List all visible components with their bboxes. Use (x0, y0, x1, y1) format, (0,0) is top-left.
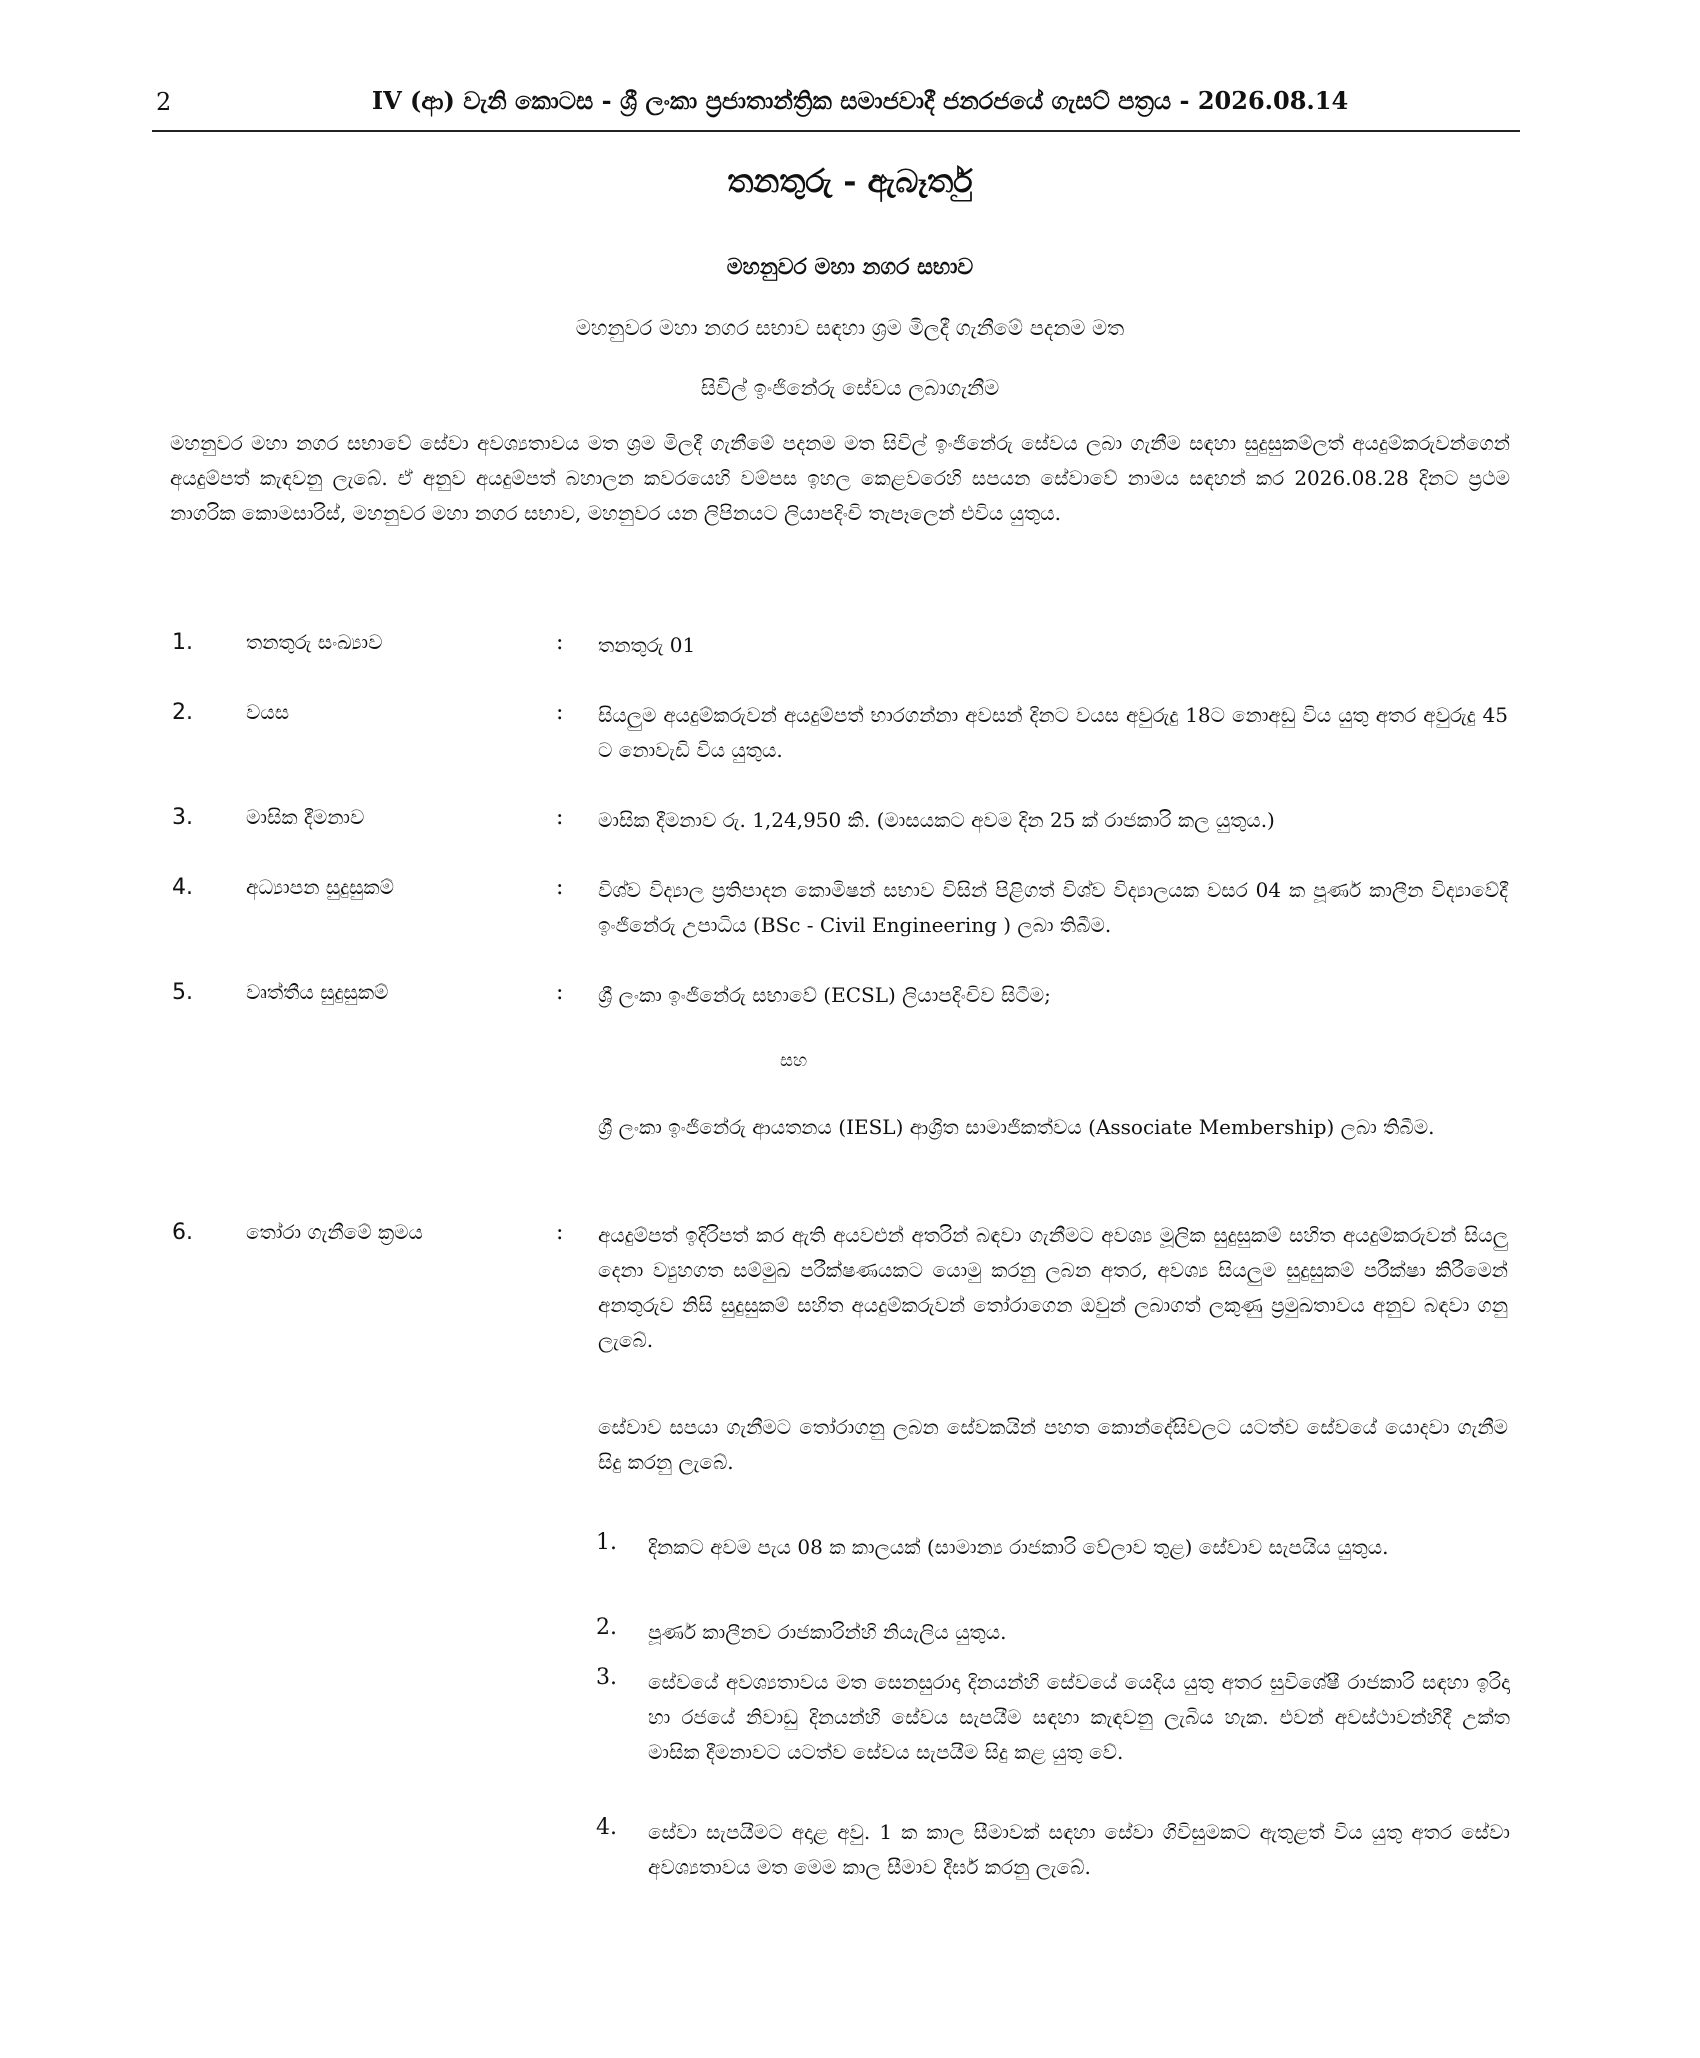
item-colon: : (556, 875, 564, 900)
item-value-secondary: ශ්‍රී ලංකා ඉංජිනේරු ආයතනය (IESL) ආශ්‍රිත සාමාජිකත්වය (Associate Membership) ලබා තිබීම. (598, 1115, 1435, 1139)
item-colon: : (556, 700, 564, 725)
condition-text: සේවයේ අවශ්‍යතාවය මත සෙනසුරාදා දිනයන්හි සේවයේ යෙදිය යුතු අතර සුවිශේෂී රාජකාරි සඳහා ඉරිදා හා රජයේ නිවාඩු දිනයන්හි සේවය සැපයීම සඳහා කැඳවනු ලැබිය හැක. එවන් අවස්ථාවන්හිදී උක්ත මාසික දීමනාවට යටත්ව සේවය සැපයීම සිදු කළ යුතු වේ. (648, 1670, 1510, 1764)
item-colon: : (556, 980, 564, 1005)
item-number: 5. (172, 980, 193, 1005)
header-rule (152, 130, 1520, 132)
condition-number: 4. (596, 1815, 617, 1840)
conditions-intro: සේවාව සපයා ගැනීමට තෝරාගනු ලබන සේවකයින් පහත කොන්දේසිවලට යටත්ව සේවයේ යොදවා ගැනීම සිදු කරනු ලැබේ. (598, 1415, 1508, 1474)
subtitle-basis: මහනුවර මහා නගර සභාව සඳහා ශ්‍රම මිලදී ගැනීමේ පදනම මත (575, 316, 1125, 340)
item-number: 6. (172, 1220, 193, 1245)
item-number: 3. (172, 805, 193, 830)
condition-number: 1. (596, 1530, 617, 1555)
page-number: 2 (156, 88, 172, 116)
subtitle-service: සිවිල් ඉංජිනේරු සේවය ලබාගැනීම (700, 376, 1000, 400)
item-label: තෝරා ගැනීමේ ක්‍රමය (246, 1220, 423, 1244)
condition-text: දිනකට අවම පැය 08 ක කාලයක් (සාමාන්‍ය රාජකාරි වේලාව තුළ) සේවාව සැපයිය යුතුය. (648, 1535, 1389, 1559)
item-colon: : (556, 630, 564, 655)
item-value: අයදුම්පත් ඉදිරිපත් කර ඇති අයවළුන් අතරින් බඳවා ගැනීමට අවශ්‍ය මූලික සුදුසුකම් සහිත අයදුම්කරුවන් සියලු දෙනා ව්‍යුහගත සම්මුඛ පරීක්ෂණයකට යොමු කරනු ලබන අතර, අවශ්‍ය සියලුම සුදුසුකම් පරීක්ෂා කිරීමෙන් අනතුරුව නිසි සුදුසුකම් සහිත අයදුම්කරුවන් තෝරාගෙන ඔවුන් ලබාගත් ලකුණු ප්‍රමුඛතාවය අනුව බඳවා ගනු ලැබේ. (598, 1223, 1508, 1352)
item-label: වෘත්තීය සුදුසුකම් (246, 980, 389, 1004)
item-colon: : (556, 1220, 564, 1245)
item-label: වයස (246, 700, 290, 724)
item-number: 1. (172, 630, 193, 655)
item-value: විශ්ව විද්‍යාල ප්‍රතිපාදන කොමිෂන් සභාව විසින් පිළිගත් විශ්ව විද්‍යාලයක වසර 04 ක පූර්ණ කාලීන විද්‍යාවේදී ඉංජිනේරු උපාධිය (BSc - Civil Engineering ) ලබා තිබීම. (598, 878, 1508, 937)
item-colon: : (556, 805, 564, 830)
running-head: IV (ආ) වැනි කොටස - ශ්‍රී ලංකා ප්‍රජාතාන්ත්‍රික සමාජවාදී ජනරජයේ ගැසට් පත්‍රය - 2026.08.14 (371, 86, 1349, 115)
document-title: තනතුරු - ඇබෑර්තු (727, 162, 973, 200)
condition-text: සේවා සැපයීමට අදාළ අවු. 1 ක කාල සීමාවක් සඳහා සේවා ගිවිසුමකට ඇතුළත් විය යුතු අතර සේවා අවශ්‍යතාවය මත මෙම කාල සීමාව දීර්ඝ කරනු ලැබේ. (648, 1820, 1510, 1879)
condition-text: පූර්ණ කාලීනව රාජකාරින්හි නියැලිය යුතුය. (648, 1620, 1007, 1644)
item-value: තනතුරු 01 (598, 633, 696, 657)
condition-number: 3. (596, 1665, 617, 1690)
item-value: මාසික දීමනාව රු. 1,24,950 කි. (මාසයකට අවම දින 25 ක් රාජකාරි කල යුතුය.) (598, 808, 1275, 832)
item-label: මාසික දීමනාව (246, 805, 365, 829)
item-number: 2. (172, 700, 193, 725)
item-label: තනතුරු සංඛ්‍යාව (246, 630, 383, 654)
item-value: ශ්‍රී ලංකා ඉංජිනේරු සභාවේ (ECSL) ලියාපදිංචිව සිටීම; (598, 983, 1051, 1007)
item-value: සියලුම අයදුම්කරුවන් අයදුම්පත් භාරගන්නා අවසන් දිනට වයස අවුරුදු 18ට නොඅඩු විය යුතු අතර අවුරුදු 45 ට නොවැඩි විය යුතුය. (598, 703, 1508, 762)
organization-name: මහනුවර මහා නගර සභාව (726, 254, 974, 280)
intro-paragraph: මහනුවර මහා නගර සභාවේ සේවා අවශ්‍යතාවය මත ශ්‍රම මිලදී ගැනීමේ පදනම මත සිවිල් ඉංජිනේරු සේවය ලබා ගැනීම සඳහා සුදුසුකම්ලත් අයදුම්කරුවන්ගෙන් අයදුම්පත් කැඳවනු ලැබේ. ඒ අනුව අයදුම්පත් බහාලන කවරයෙහි වම්පස ඉහල කෙළවරෙහි සපයන සේවාවේ නාමය සඳහන් කර 2026.08.28 දිනට ප්‍රථම නාගරික කොමසාරිස්, මහනුවර මහා නගර සභාව, මහනුවර යන ලිපිනයට ලියාපදිංචි තැපෑලෙන් එවිය යුතුය. (170, 431, 1510, 525)
item-number: 4. (172, 875, 193, 900)
condition-number: 2. (596, 1615, 617, 1640)
item-joiner: සහ (780, 1050, 808, 1071)
item-label: අධ්‍යාපන සුදුසුකම් (246, 875, 395, 899)
